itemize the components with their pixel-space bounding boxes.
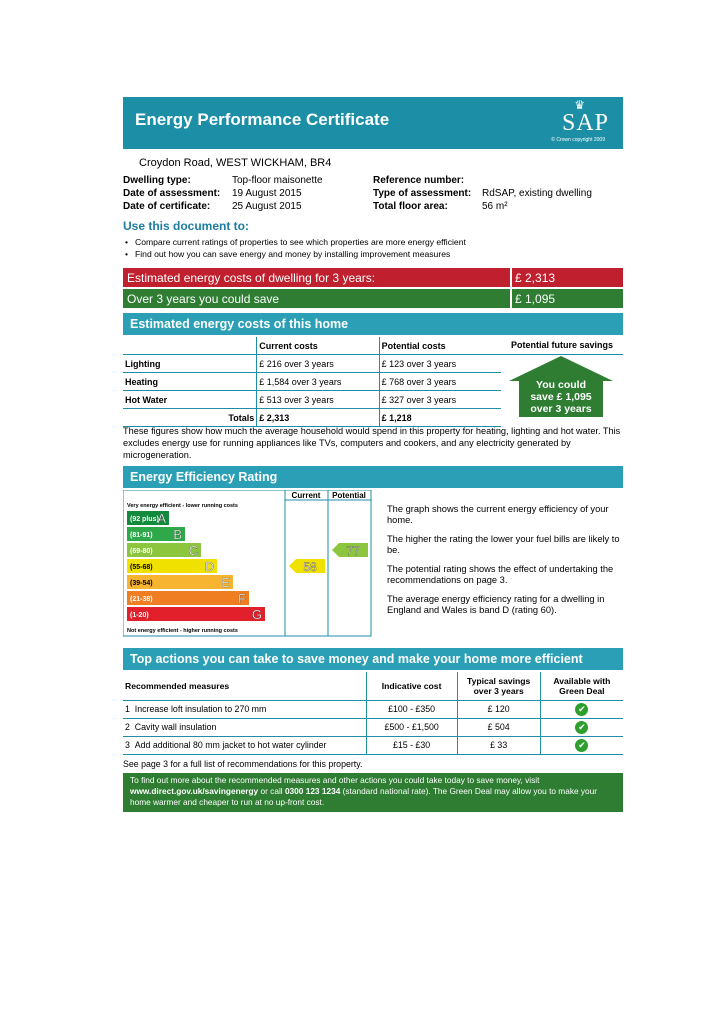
rating-area bbox=[123, 490, 623, 638]
measure-number: 1 bbox=[125, 704, 130, 714]
table-header: Potential costs bbox=[379, 337, 501, 355]
epc-document bbox=[123, 97, 623, 812]
explanation-paragraph: The potential rating shows the effect of undertaking the recommendations on page 3. bbox=[387, 564, 614, 585]
current-cost: £ 1,584 over 3 years bbox=[257, 373, 379, 391]
divider bbox=[510, 289, 512, 308]
savings-cell: £ 504 bbox=[457, 718, 540, 736]
cost-cell: £15 - £30 bbox=[366, 736, 457, 754]
band-letter: G bbox=[251, 607, 262, 622]
current-cost: £ 513 over 3 years bbox=[257, 391, 379, 409]
sap-logo: SAP bbox=[561, 110, 609, 136]
section-title: Estimated energy costs of this home bbox=[130, 317, 349, 331]
current-cost: £ 216 over 3 years bbox=[257, 355, 379, 373]
certificate-date-value: 25 August 2015 bbox=[232, 201, 302, 212]
section-title: Energy Efficiency Rating bbox=[130, 470, 278, 484]
check-icon: ✔ bbox=[575, 739, 588, 752]
cost-cell: £100 - £350 bbox=[366, 700, 457, 718]
costs-note: These figures show how much the average household would spend in this property for heating, lighting and hot water. This excludes energy use for running appliances like TVs, computers and cookers, and any electricity generated by microgeneration. bbox=[123, 426, 621, 460]
totals-potential: £ 1,218 bbox=[379, 409, 501, 427]
measure-number: 3 bbox=[125, 740, 130, 750]
measure-number: 2 bbox=[125, 722, 130, 732]
cost-cell: £500 - £1,500 bbox=[366, 718, 457, 736]
divider bbox=[510, 268, 512, 287]
explanation-paragraph: The graph shows the current energy efficiency of your home. bbox=[387, 504, 609, 525]
potential-rating-value: 77 bbox=[346, 544, 360, 558]
table-row bbox=[123, 736, 623, 754]
estimated-cost-value: £ 2,313 bbox=[515, 271, 556, 285]
property-address: Croydon Road, WEST WICKHAM, BR4 bbox=[139, 157, 332, 169]
table-header: Typical savings over 3 years bbox=[457, 672, 540, 700]
table-row bbox=[123, 373, 501, 391]
floor-area-value: 56 m² bbox=[482, 201, 508, 212]
measure-text: Cavity wall insulation bbox=[134, 722, 217, 732]
crown-icon: ♛ bbox=[574, 98, 585, 112]
rating-graph bbox=[123, 490, 373, 638]
bottom-efficiency-label: Not energy efficient - higher running costs bbox=[127, 628, 238, 634]
band-range-label: (1-20) bbox=[130, 612, 149, 619]
page-title: Energy Performance Certificate bbox=[135, 110, 390, 129]
row-label: Heating bbox=[123, 373, 257, 391]
info-link[interactable]: www.direct.gov.uk/savingenergy bbox=[130, 785, 259, 796]
assessment-type-value: RdSAP, existing dwelling bbox=[482, 188, 592, 199]
savings-line: save £ 1,095 bbox=[530, 391, 592, 403]
table-row bbox=[123, 700, 623, 718]
table-header: Current costs bbox=[257, 337, 379, 355]
band-range-label: (92 plus) bbox=[130, 516, 159, 523]
potential-column-label: Potential bbox=[332, 491, 366, 500]
measure-cell bbox=[123, 736, 366, 754]
table-row bbox=[123, 391, 501, 409]
green-deal-cell bbox=[540, 700, 623, 718]
green-deal-cell bbox=[540, 718, 623, 736]
assessment-date-label: Date of assessment: bbox=[123, 188, 221, 199]
table-header: Indicative cost bbox=[366, 672, 457, 700]
measure-cell bbox=[123, 700, 366, 718]
savings-bar bbox=[123, 289, 623, 308]
table-row bbox=[123, 355, 501, 373]
use-document-list bbox=[123, 236, 623, 260]
assessment-type-label: Type of assessment: bbox=[373, 188, 472, 199]
band-letter: A bbox=[157, 511, 166, 526]
band-range-label: (81-91) bbox=[130, 532, 153, 539]
certificate-date-label: Date of certificate: bbox=[123, 201, 211, 212]
totals-label: Totals bbox=[123, 409, 257, 427]
explanation-paragraph: The higher the rating the lower your fuel bills are likely to be. bbox=[387, 534, 620, 555]
savings-arrow bbox=[507, 355, 615, 417]
info-text: To find out more about the recommended measures and other actions you could take today to save money, visit bbox=[130, 774, 540, 785]
totals-current: £ 2,313 bbox=[257, 409, 379, 427]
reference-label: Reference number: bbox=[373, 175, 465, 186]
copyright-text: © Crown copyright 2009 bbox=[551, 137, 605, 143]
info-text: or call bbox=[258, 785, 285, 796]
info-phone: 0300 123 1234 bbox=[284, 785, 341, 796]
info-text: (standard national rate). The Green Deal may allow you to make your home warmer and cheaper to run at no up-front cost. bbox=[130, 785, 598, 807]
table-header: Available with Green Deal bbox=[540, 672, 623, 700]
measure-cell bbox=[123, 718, 366, 736]
savings-cell: £ 120 bbox=[457, 700, 540, 718]
list-item: • Compare current ratings of properties to see which properties are more energy efficient bbox=[123, 236, 623, 248]
row-label: Hot Water bbox=[123, 391, 257, 409]
band-letter: C bbox=[188, 543, 198, 558]
totals-row bbox=[123, 409, 501, 427]
check-icon: ✔ bbox=[575, 721, 588, 734]
recommendations-table bbox=[123, 672, 623, 755]
table-row bbox=[123, 718, 623, 736]
rating-section-header bbox=[123, 466, 623, 488]
rating-explanation bbox=[387, 504, 623, 624]
savings-line: You could bbox=[536, 379, 586, 391]
band-range-label: (55-68) bbox=[130, 564, 153, 571]
section-title: Top actions you can take to save money and make your home more efficient bbox=[130, 652, 583, 666]
explanation-paragraph: The average energy efficiency rating for a dwelling in England and Wales is band D (rating 60). bbox=[387, 594, 605, 615]
band-letter: E bbox=[221, 575, 230, 590]
top-efficiency-label: Very energy efficient - lower running costs bbox=[127, 503, 238, 509]
costs-table bbox=[123, 337, 501, 427]
potential-cost: £ 327 over 3 years bbox=[379, 391, 501, 409]
property-details bbox=[123, 175, 623, 217]
estimated-cost-label: Estimated energy costs of dwelling for 3 years: bbox=[127, 271, 376, 285]
band-range-label: (21-38) bbox=[130, 596, 153, 603]
table-header: Recommended measures bbox=[123, 672, 366, 700]
green-deal-info bbox=[123, 773, 623, 812]
savings-value: £ 1,095 bbox=[515, 292, 556, 306]
savings-arrow-text bbox=[507, 379, 615, 415]
green-deal-cell bbox=[540, 736, 623, 754]
potential-cost: £ 123 over 3 years bbox=[379, 355, 501, 373]
band-letter: B bbox=[173, 527, 182, 542]
check-icon: ✔ bbox=[575, 703, 588, 716]
measure-text: Add additional 80 mm jacket to hot water cylinder bbox=[134, 740, 327, 750]
current-column-label: Current bbox=[291, 491, 321, 500]
row-label: Lighting bbox=[123, 355, 257, 373]
dwelling-type-label: Dwelling type: bbox=[123, 175, 191, 186]
potential-cost: £ 768 over 3 years bbox=[379, 373, 501, 391]
band-range-label: (69-80) bbox=[130, 548, 153, 555]
future-savings-header: Potential future savings bbox=[501, 337, 623, 355]
band-letter: D bbox=[204, 559, 214, 574]
dwelling-type-value: Top-floor maisonette bbox=[232, 175, 323, 186]
costs-table-area bbox=[123, 335, 623, 423]
header-banner bbox=[123, 97, 623, 149]
band-range-label: (39-54) bbox=[130, 580, 153, 587]
rating-bands bbox=[127, 511, 265, 622]
assessment-date-value: 19 August 2015 bbox=[232, 188, 302, 199]
estimated-cost-bar bbox=[123, 268, 623, 287]
measure-text: Increase loft insulation to 270 mm bbox=[134, 704, 267, 714]
use-document-heading: Use this document to: bbox=[123, 219, 250, 233]
list-item: • Find out how you can save energy and money by installing improvement measures bbox=[123, 248, 623, 260]
savings-line: over 3 years bbox=[530, 403, 592, 415]
costs-section-header bbox=[123, 313, 623, 335]
recommendations-footnote: See page 3 for a full list of recommendations for this property. bbox=[123, 758, 363, 769]
actions-section-header bbox=[123, 648, 623, 670]
current-rating-value: 58 bbox=[303, 560, 317, 574]
band-letter: F bbox=[238, 591, 246, 606]
savings-label: Over 3 years you could save bbox=[127, 292, 280, 306]
table-header bbox=[123, 337, 257, 355]
floor-area-label: Total floor area: bbox=[373, 201, 448, 212]
savings-cell: £ 33 bbox=[457, 736, 540, 754]
